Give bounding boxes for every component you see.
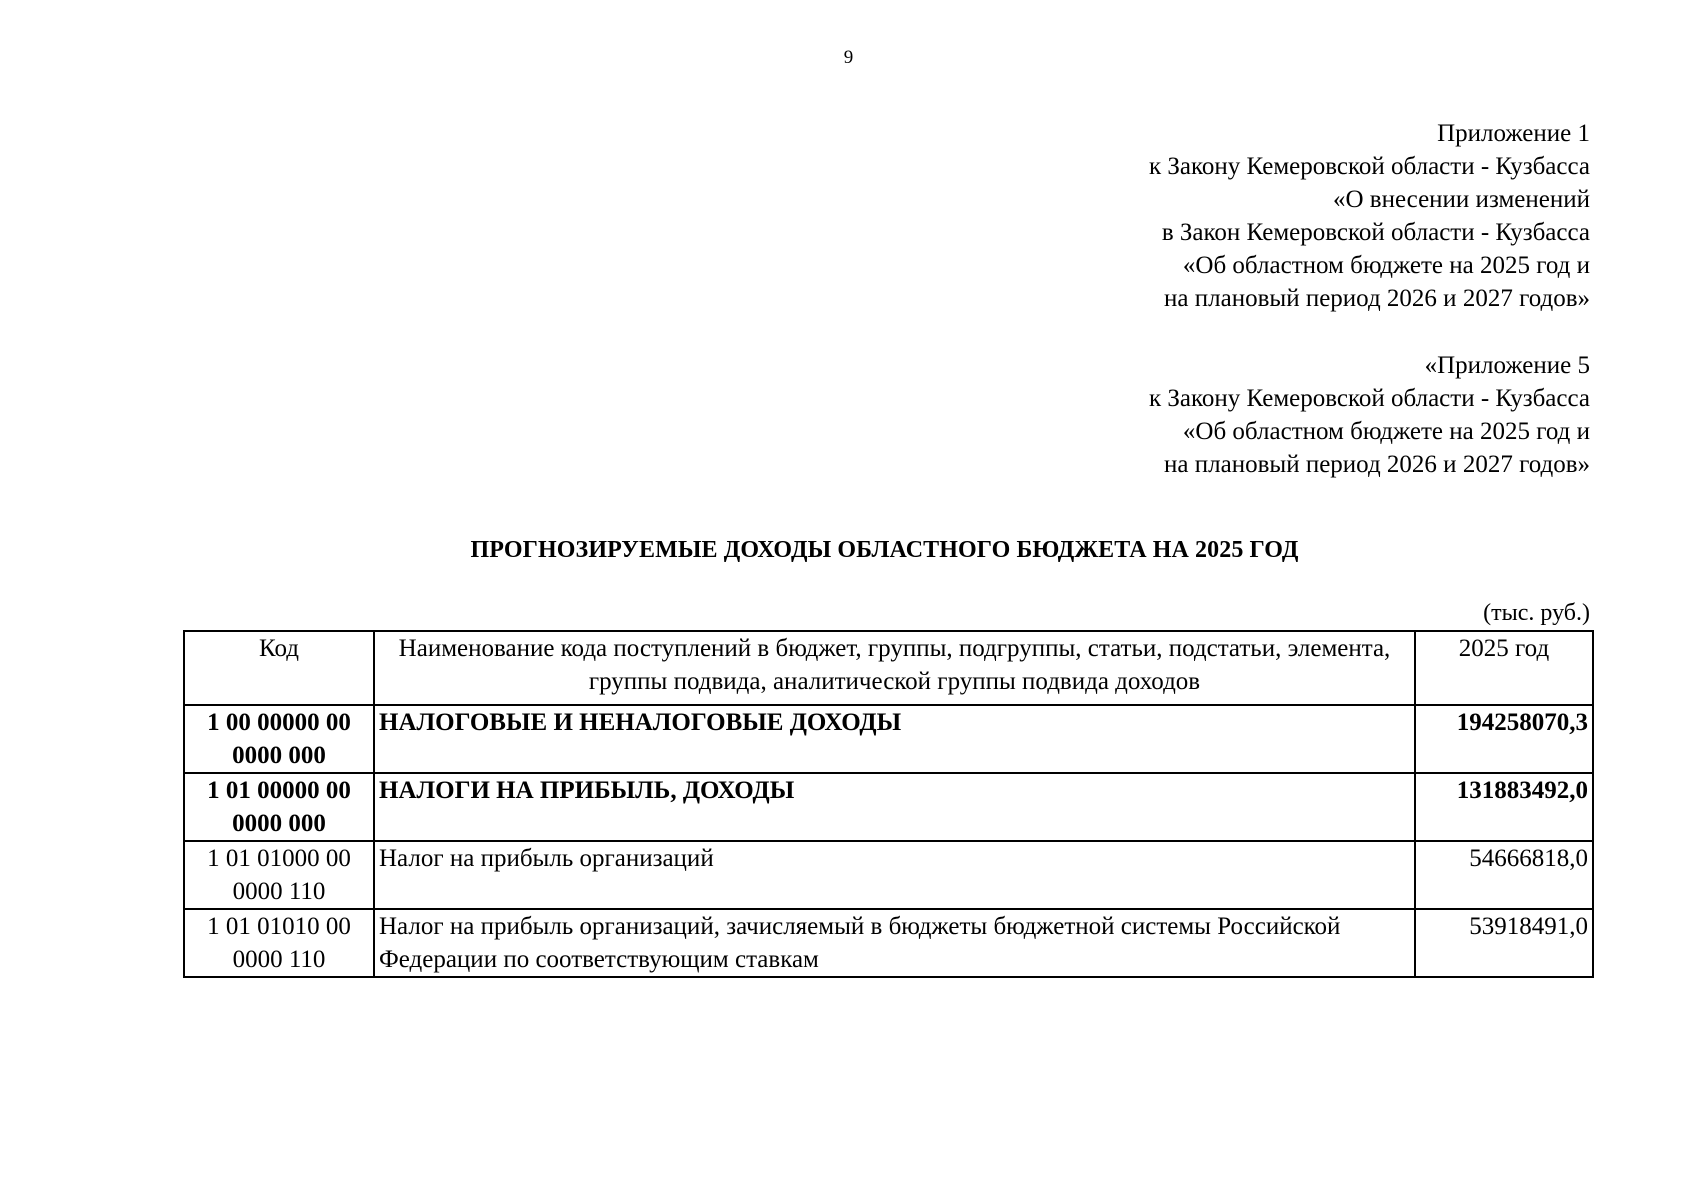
table-row — [184, 841, 1593, 909]
name-cell: Налог на прибыль организаций, зачисляемый в бюджеты бюджетной системы Российской Федерации по соответствующим ставкам — [374, 909, 1415, 977]
code-cell — [184, 841, 374, 909]
units-label: (тыс. руб.) — [1483, 600, 1590, 626]
code-line: 1 01 01000 00 — [207, 845, 351, 872]
value-cell: 54666818,0 — [1415, 841, 1593, 909]
name-cell: Налог на прибыль организаций — [374, 841, 1415, 909]
code-cell — [184, 705, 374, 773]
code-line: 0000 110 — [232, 878, 326, 905]
header-code: Код — [184, 631, 374, 705]
annex-1-line: на плановый период 2026 и 2027 годов» — [1164, 285, 1590, 312]
code-line: 1 00 00000 00 — [207, 709, 351, 736]
code-line: 1 01 01010 00 — [207, 913, 351, 940]
code-line: 1 01 00000 00 — [207, 777, 351, 804]
code-line: 0000 110 — [232, 946, 326, 973]
annex-1-line: Приложение 1 — [1437, 120, 1590, 147]
income-table — [183, 630, 1594, 978]
table-row — [184, 909, 1593, 977]
annex-1-line: в Закон Кемеровской области - Кузбасса — [1161, 219, 1590, 246]
annex-5-line: на плановый период 2026 и 2027 годов» — [1164, 451, 1590, 478]
name-cell: НАЛОГОВЫЕ И НЕНАЛОГОВЫЕ ДОХОДЫ — [374, 705, 1415, 773]
annex-1-line: «О внесении изменений — [1332, 186, 1590, 213]
code-line: 0000 000 — [232, 810, 326, 837]
header-name: Наименование кода поступлений в бюджет, группы, подгруппы, статьи, подстатьи, элемента, группы подвида, аналитической группы подвида доходов — [374, 631, 1415, 705]
annex-1-line: к Закону Кемеровской области - Кузбасса — [1149, 153, 1590, 180]
annex-5-line: «Приложение 5 — [1424, 352, 1590, 379]
code-cell — [184, 909, 374, 977]
annex-5-header — [890, 349, 1590, 481]
table-row — [184, 705, 1593, 773]
header-year: 2025 год — [1415, 631, 1593, 705]
annex-5-line: «Об областном бюджете на 2025 год и — [1182, 418, 1590, 445]
value-cell: 53918491,0 — [1415, 909, 1593, 977]
table-row — [184, 773, 1593, 841]
value-cell: 131883492,0 — [1415, 773, 1593, 841]
annex-1-header — [890, 117, 1590, 315]
code-line: 0000 000 — [232, 742, 326, 769]
annex-5-line: к Закону Кемеровской области - Кузбасса — [1149, 385, 1590, 412]
table-header-row — [184, 631, 1593, 705]
value-cell: 194258070,3 — [1415, 705, 1593, 773]
annex-1-line: «Об областном бюджете на 2025 год и — [1182, 252, 1590, 279]
document-title: ПРОГНОЗИРУЕМЫЕ ДОХОДЫ ОБЛАСТНОГО БЮДЖЕТА НА 2025 ГОД — [470, 537, 1299, 563]
code-cell — [184, 773, 374, 841]
name-cell: НАЛОГИ НА ПРИБЫЛЬ, ДОХОДЫ — [374, 773, 1415, 841]
page-number: 9 — [843, 47, 854, 68]
